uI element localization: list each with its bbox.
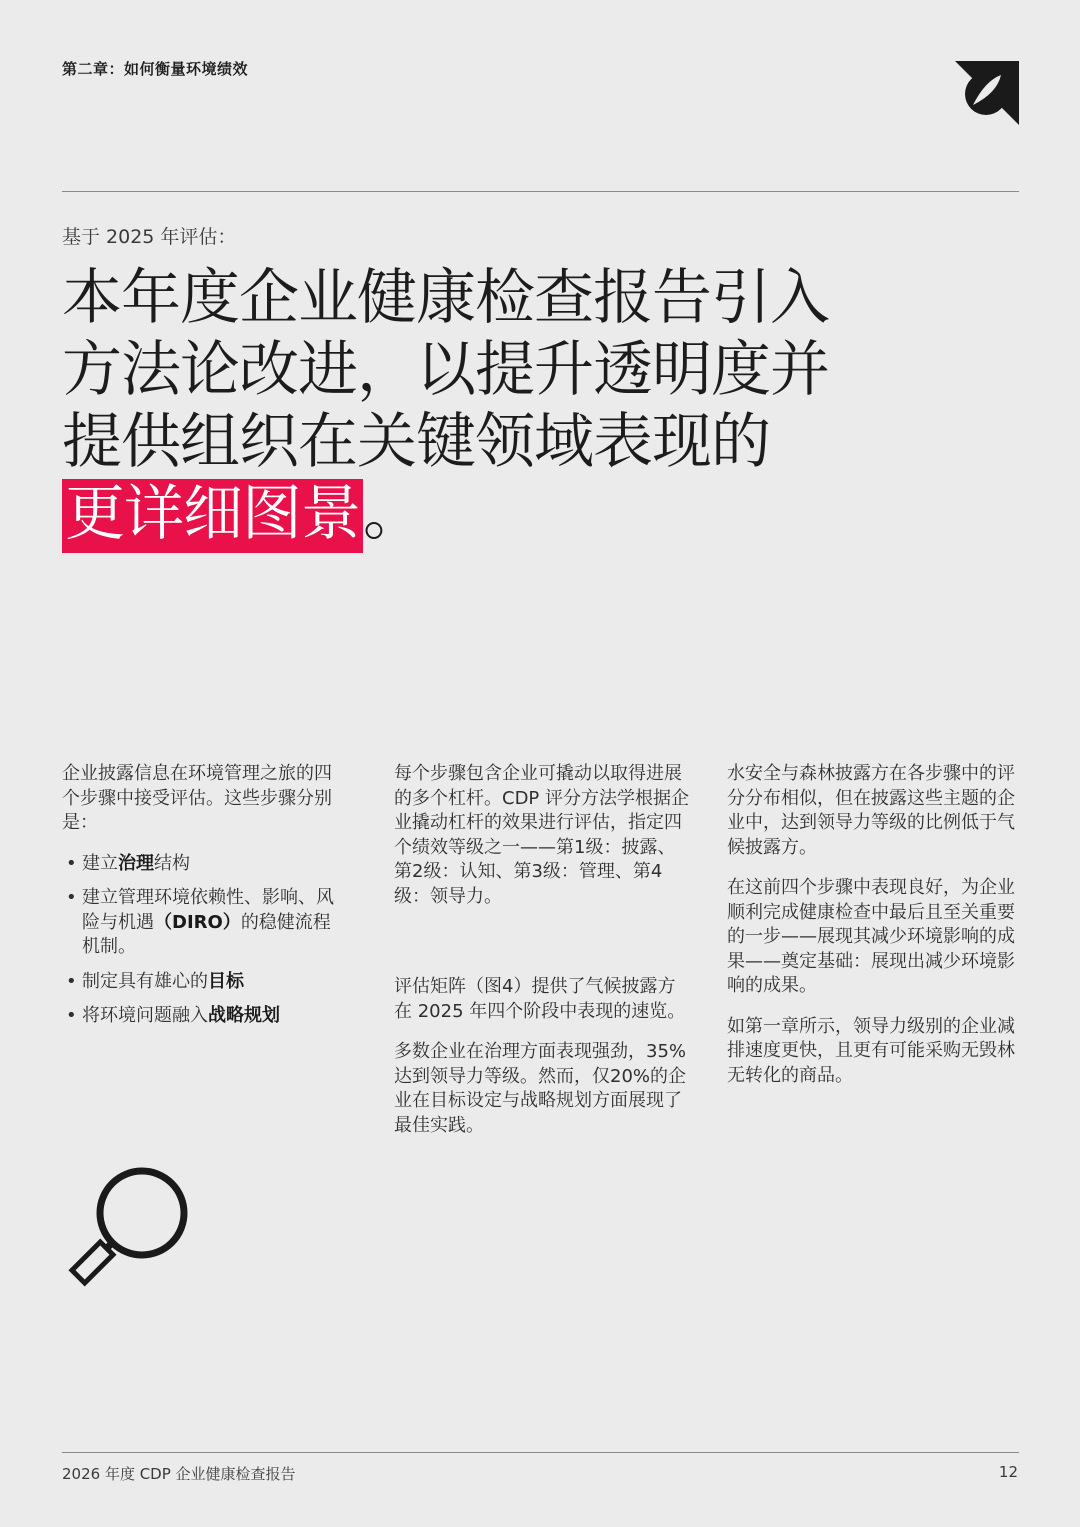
list-item: • 建立管理环境依赖性、影响、风险与机遇（DIRO）的稳健流程机制。 [66, 887, 334, 957]
headline-line-3: 提供组织在关键领域表现的 [62, 407, 770, 477]
headline-line-1: 本年度企业健康检查报告引入 [62, 263, 829, 333]
column-3 [727, 762, 1019, 1104]
cdp-logo-icon [955, 61, 1019, 125]
col2-paragraph-2: 评估矩阵（图4）提供了气候披露方在 2025 年四个阶段中表现的速览。 [394, 976, 686, 1022]
list-item: • 建立治理结构 [66, 852, 190, 874]
steps-list [62, 852, 347, 1029]
footer-title: 2026 年度 CDP 企业健康检查报告 [62, 1465, 296, 1483]
col3-paragraph-2: 在这前四个步骤中表现良好，为企业顺利完成健康检查中最后且至关重要的一步——展现其减少环境影响的成果——奠定基础：展现出减少环境影响的成果。 [727, 877, 1015, 996]
headline-end: 。 [363, 479, 422, 549]
list-item: • 将环境问题融入战略规划 [66, 1005, 280, 1026]
top-divider [62, 191, 1019, 192]
list-item: • 制定具有雄心的目标 [66, 970, 244, 992]
magnifier-icon [60, 1165, 192, 1297]
column-2 [394, 762, 692, 1154]
column-1 [62, 762, 347, 1039]
col2-paragraph-1: 每个步骤包含企业可撬动以取得进展的多个杠杆。CDP 评分方法学根据企业撬动杠杆的效果进行评估，指定四个绩效等级之一——第1级：披露、第2级：认知、第3级：管理、第4级：领导力。 [394, 763, 690, 907]
page-number: 12 [998, 1463, 1018, 1481]
col2-paragraph-3: 多数企业在治理方面表现强劲，35%达到领导力等级。然而，仅20%的企业在目标设定与战略规划方面展现了最佳实践。 [394, 1041, 687, 1136]
chapter-title: 第二章：如何衡量环境绩效 [62, 60, 249, 78]
headline-line-2: 方法论改进，以提升透明度并 [62, 335, 829, 405]
headline-line-4 [62, 478, 802, 550]
col3-paragraph-1: 水安全与森林披露方在各步骤中的评分分布相似，但在披露这些主题的企业中，达到领导力等级的比例低于气候披露方。 [727, 763, 1015, 858]
col3-paragraph-3: 如第一章所示，领导力级别的企业减排速度更快，且更有可能采购无毁林无转化的商品。 [727, 1015, 1015, 1086]
headline [62, 262, 829, 550]
eyebrow-text: 基于 2025 年评估： [62, 226, 237, 248]
headline-highlight: 更详细图景 [62, 479, 363, 553]
bottom-divider [62, 1452, 1019, 1453]
col1-intro: 企业披露信息在环境管理之旅的四个步骤中接受评估。这些步骤分别是： [62, 763, 332, 833]
